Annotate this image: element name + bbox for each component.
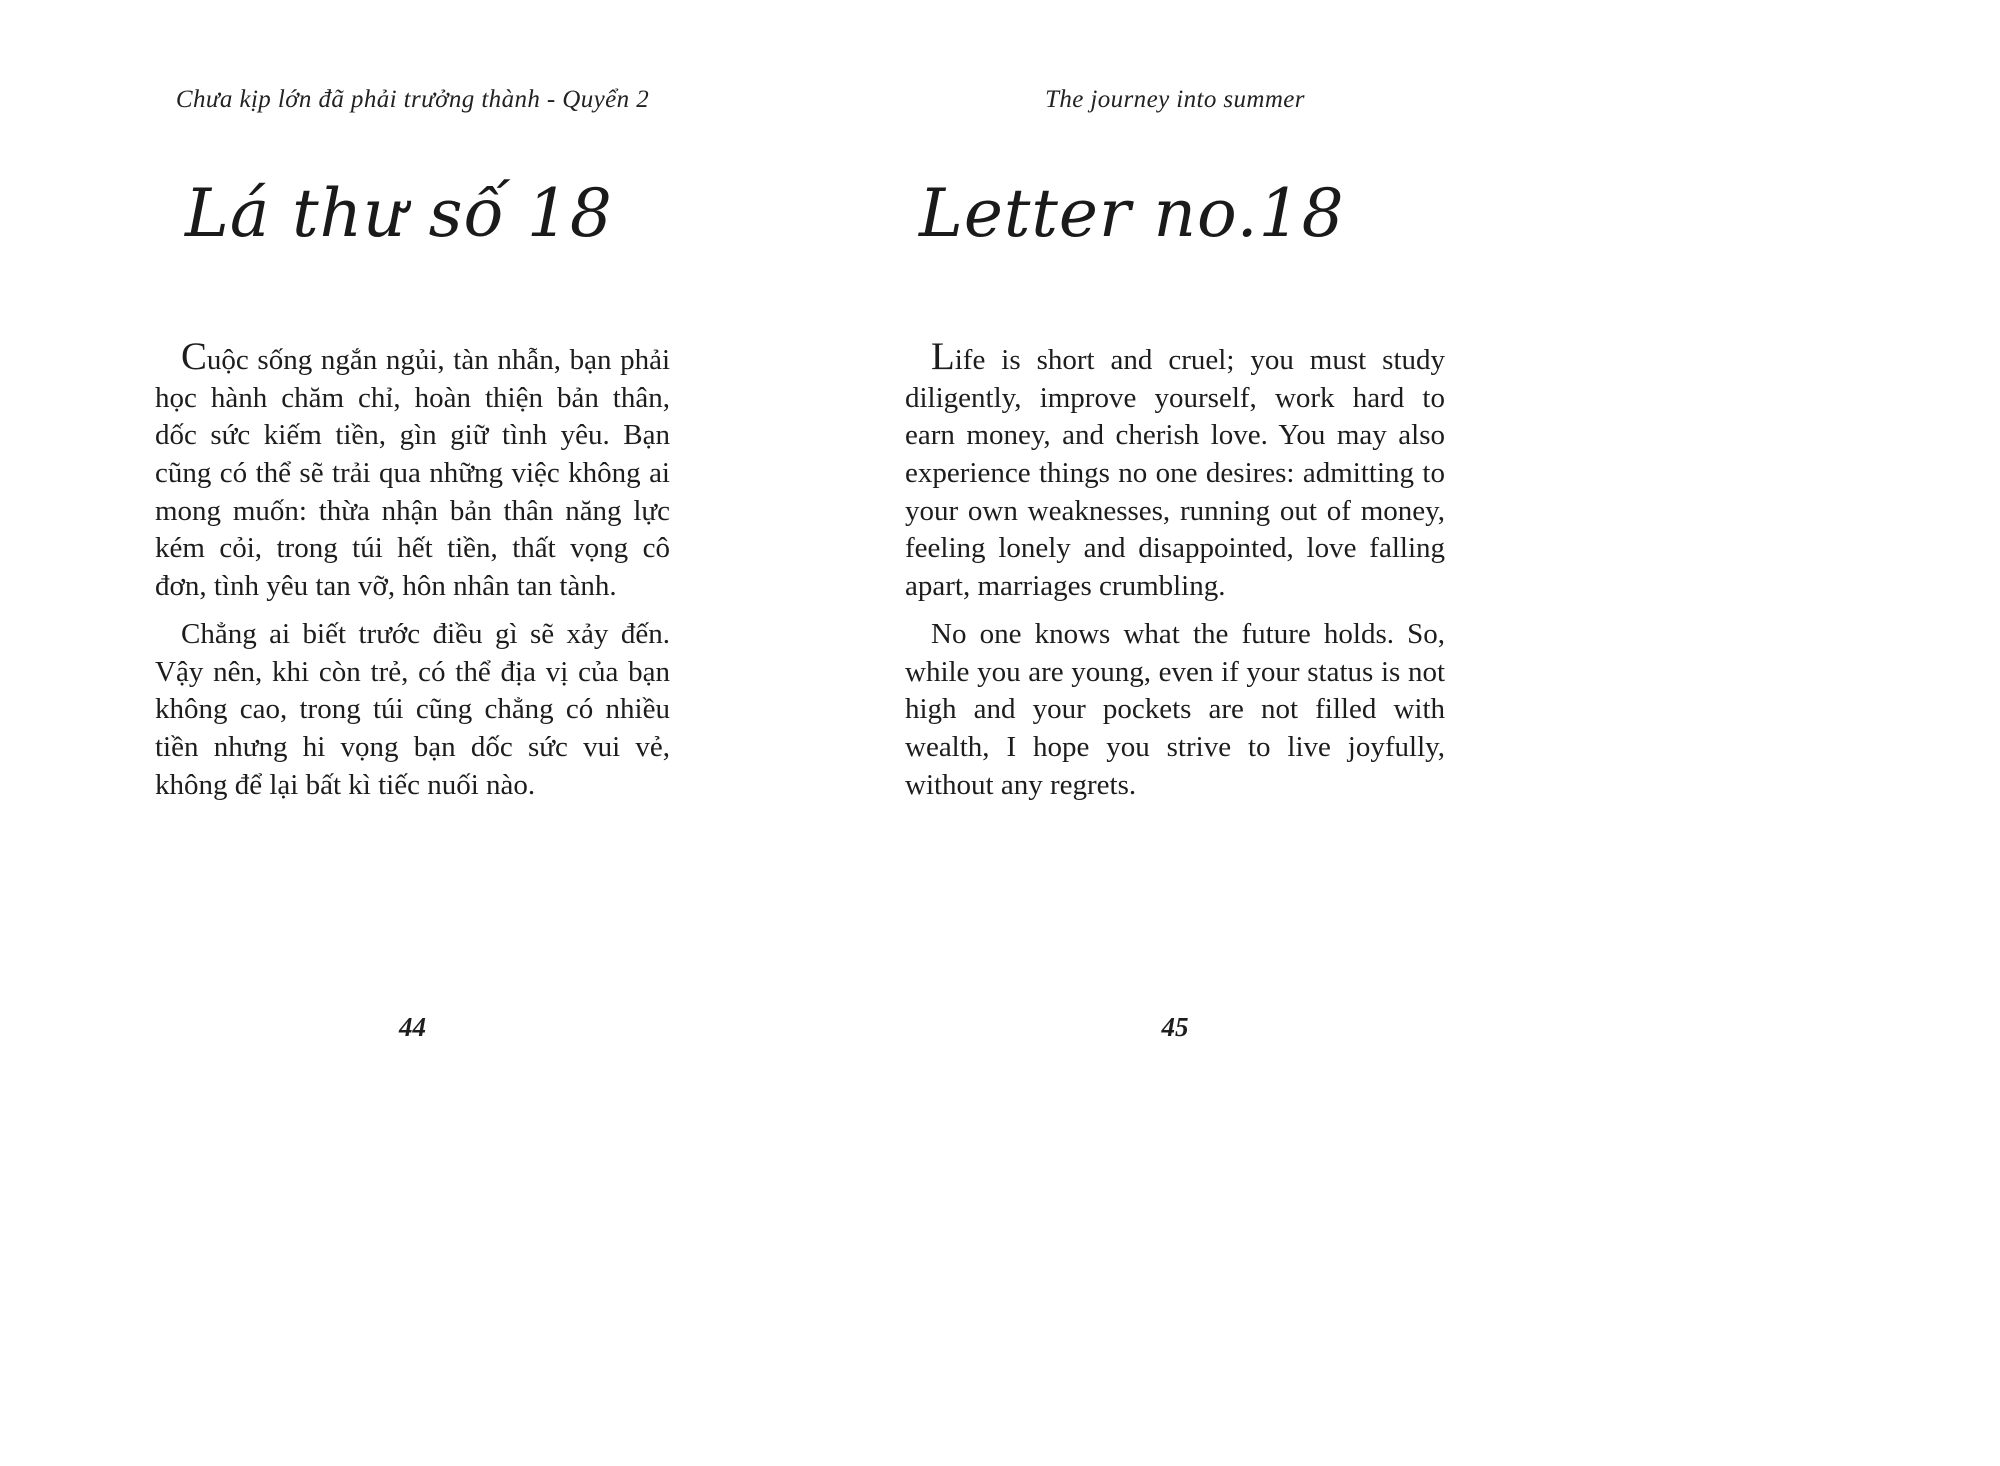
body-paragraph: Cuộc sống ngắn ngủi, tàn nhẫn, bạn phải học hành chăm chỉ, hoàn thiện bản thân, dốc sức kiếm tiền, gìn giữ tình yêu. Bạn cũng có thể sẽ trải qua những việc không ai mong muốn: thừa nhận bản thân năng lực kém cỏi, trong túi hết tiền, thất vọng cô đơn, tình yêu tan vỡ, hôn nhân tan tành. (155, 335, 670, 603)
left-page (155, 0, 670, 1466)
left-running-head: Chưa kịp lớn đã phải trưởng thành - Quyển 2 (175, 86, 650, 113)
right-body-text (905, 335, 1445, 814)
left-page-number: 44 (399, 1012, 426, 1042)
right-page (905, 0, 1445, 1466)
body-paragraph: Chẳng ai biết trước điều gì sẽ xảy đến. Vậy nên, khi còn trẻ, có thể địa vị của bạn không cao, trong túi cũng chẳng có nhiều tiền nhưng hi vọng bạn dốc sức vui vẻ, không để lại bất kì tiếc nuối nào. (155, 617, 670, 801)
right-page-number: 45 (1161, 1012, 1189, 1042)
right-running-head: The journey into summer (1045, 86, 1305, 113)
right-chapter-title: Letter no.18 (919, 175, 1345, 252)
body-paragraph: Life is short and cruel; you must study diligently, improve yourself, work hard to earn money, and cherish love. You may also experience things no one desires: admitting to your own weaknesses, running out of money, feeling lonely and disappointed, love falling apart, marriages crumbling. (905, 335, 1445, 603)
body-paragraph: No one knows what the future holds. So, while you are young, even if your status is not high and your pockets are not filled with wealth, I hope you strive to live joyfully, without any regrets. (905, 617, 1445, 801)
left-body-text (155, 335, 670, 814)
left-chapter-title: Lá thư số 18 (185, 175, 613, 252)
